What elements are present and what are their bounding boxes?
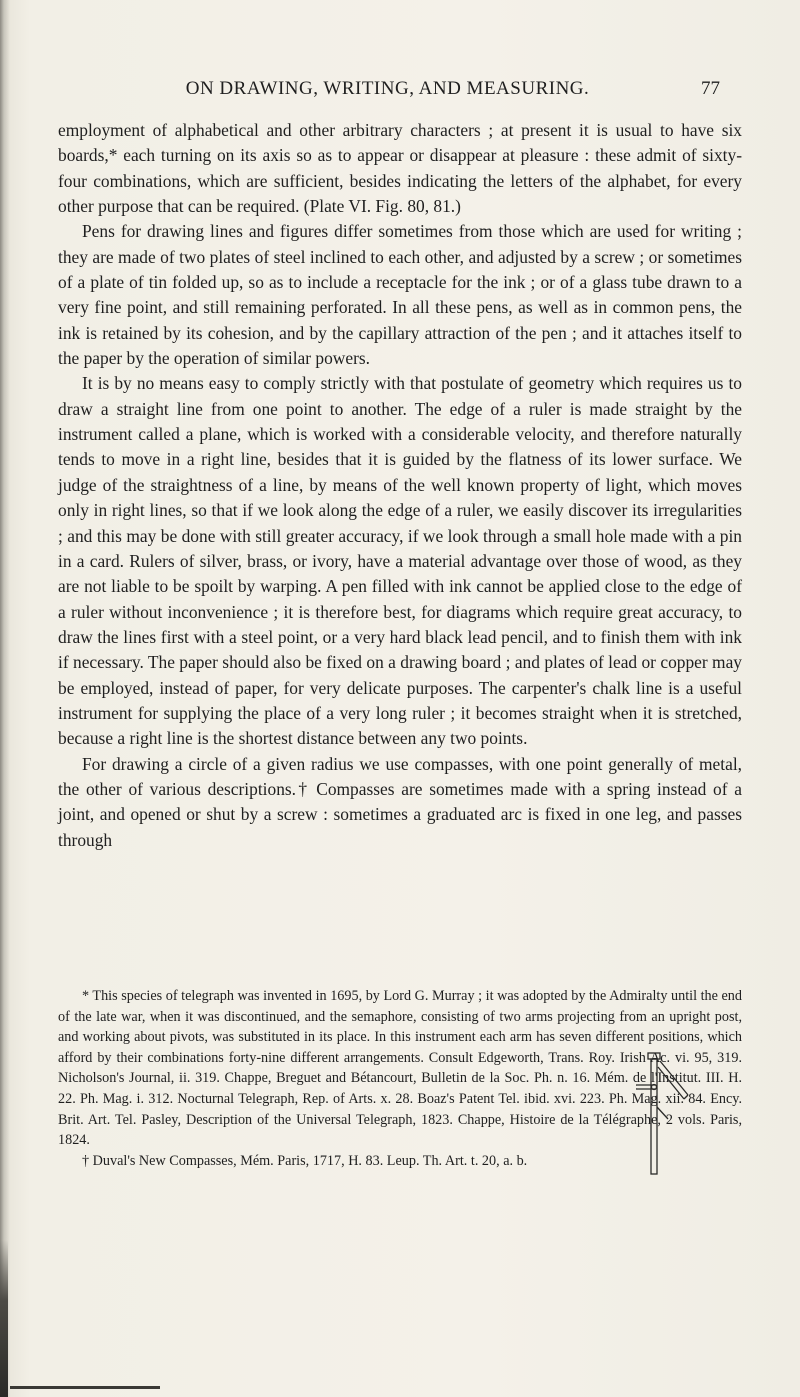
- binding-shadow: [0, 1240, 8, 1397]
- main-text: [58, 118, 742, 853]
- page-number: 77: [701, 78, 720, 99]
- running-title: ON DRAWING, WRITING, AND MEASURING.: [185, 78, 590, 99]
- semaphore-icon: [636, 1047, 748, 1177]
- paragraph: Pens for drawing lines and figures differ sometimes from those which are used for writing ; they are made of two plates of steel inclined to each other, and adjusted by a screw ; or sometimes of a plate of tin folded up, so as to include a receptacle for the ink ; or of a glass tube drawn to a very fine point, and still remaining perforated. In all these pens, as well as in common pens, the ink is retained by its cohesion, and by the capillary attraction of the pen ; and it attaches itself to the paper by the operation of similar powers.: [58, 221, 742, 369]
- page-header: [100, 74, 720, 104]
- bottom-rule: [10, 1386, 160, 1389]
- footnote: * This species of telegraph was invented in 1695, by Lord G. Murray ; it was adopted by the Admiralty until the end of the late war, when it was discontinued, and the semaphore, consisting of two arms projecting from an upright post, and working about pivots, was substituted in its place. In this instrument each arm has seven different positions, which afford by their combinations forty-nine different arrangements. Consult Edgeworth, Trans. Roy. Irish Ac. vi. 95, 319. Nicholson's Journal, ii. 319. Chappe, Breguet and Bétancourt, Bulletin de la Soc. Ph. n. 16. Mém. de l'Institut. III. H. 22. Ph. Mag. i. 312. Nocturnal Telegraph, Rep. of Arts. x. 28. Boaz's Patent Tel. ibid. xvi. 223. Ph. Mag. xii. 84. Ency. Brit. Art. Tel. Pasley, Description of the Universal Telegraph, 1823. Chappe, Histoire de la Télégraphe, 2 vols. Paris, 1824.: [58, 988, 742, 1149]
- footnote: † Duval's New Compasses, Mém. Paris, 1717, H. 83. Leup. Th. Art. t. 20, a. b.: [82, 1152, 528, 1169]
- binding-edge: [0, 0, 10, 1397]
- paragraph: employment of alphabetical and other arbitrary characters ; at present it is usual to have six boards,* each turning on its axis so as to appear or disappear at pleasure : these admit of sixty-four combinations, which are sufficient, besides indicating the letters of the alphabet, for every other purpose that can be required. (Plate VI. Fig. 80, 81.): [58, 120, 742, 217]
- paragraph: For drawing a circle of a given radius we use compasses, with one point generally of metal, the other of various descriptions.† Compasses are sometimes made with a spring instead of a joint, and opened or shut by a screw : sometimes a graduated arc is fixed in one leg, and passes through: [58, 753, 742, 850]
- paragraph: It is by no means easy to comply strictly with that postulate of geometry which requires us to draw a straight line from one point to another. The edge of a ruler is made straight by the instrument called a plane, which is worked with a considerable velocity, and therefore naturally tends to move in a right line, besides that it is guided by the flatness of its lower surface. We judge of the straightness of a line, by means of the well known property of light, which moves only in right lines, so that if we look along the edge of a ruler, we easily discover its irregularities ; and this may be done with still greater accuracy, if we look through a small hole made with a pin in a card. Rulers of silver, brass, or ivory, have a material advantage over those of wood, as they are not liable to be spoilt by warping. A pen filled with ink cannot be applied close to the edge of a ruler without inconvenience ; it is therefore best, for diagrams which require great accuracy, to draw the lines first with a steel point, or a very hard black lead pencil, and to finish them with ink if necessary. The paper should also be fixed on a drawing board ; and plates of lead or copper may be employed, instead of paper, for very delicate purposes. The carpenter's chalk line is a useful instrument for supplying the place of a very long ruler ; it becomes straight when it is stretched, because a right line is the shortest distance between any two points.: [58, 373, 742, 749]
